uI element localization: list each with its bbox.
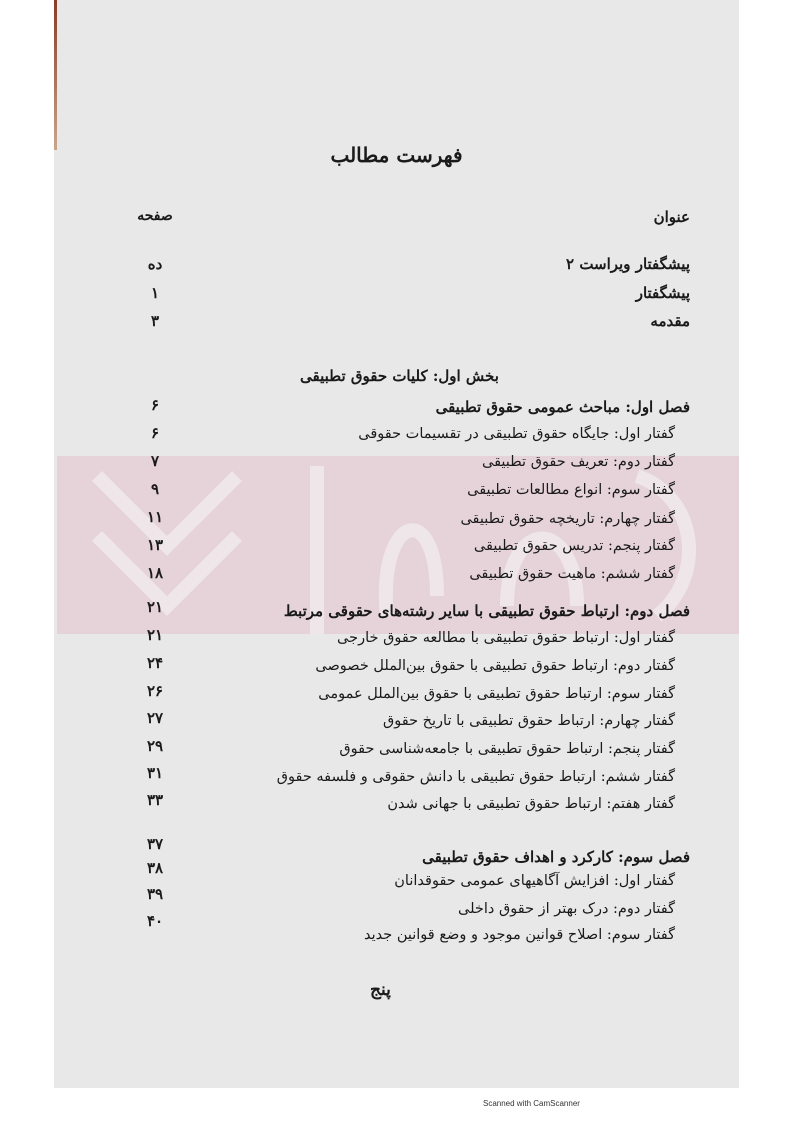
- toc-page: ۲۹: [146, 737, 164, 755]
- toc-item: گفتار ششم: ماهیت حقوق تطبیقی: [469, 566, 675, 582]
- page-title: فهرست مطالب: [330, 143, 463, 167]
- toc-item: گفتار اول: ارتباط حقوق تطبیقی با مطالعه حقوق خارجی: [337, 630, 675, 646]
- scanner-note: Scanned with CamScanner: [483, 1099, 580, 1108]
- toc-page: ۱۸: [146, 564, 164, 582]
- toc-item: گفتار اول: جایگاه حقوق تطبیقی در تقسیمات حقوقی: [358, 426, 675, 442]
- toc-page: ۳۷: [146, 835, 164, 853]
- toc-entry: پیشگفتار ویراست ۲: [566, 255, 690, 273]
- toc-page: ده: [147, 255, 163, 273]
- page-edge: [54, 0, 57, 150]
- toc-page: ۶: [150, 424, 160, 442]
- toc-page: ۶: [150, 396, 160, 414]
- toc-page: ۴۰: [146, 912, 164, 930]
- section-heading: بخش اول: کلیات حقوق تطبیقی: [300, 367, 499, 385]
- toc-page: ۱: [150, 284, 160, 302]
- toc-item: گفتار دوم: ارتباط حقوق تطبیقی با حقوق بین‌الملل خصوصی: [315, 658, 675, 674]
- toc-entry: مقدمه: [650, 312, 690, 330]
- toc-item: گفتار دوم: درک بهتر از حقوق داخلی: [458, 901, 675, 917]
- column-header-title: عنوان: [653, 208, 690, 226]
- toc-page: ۳۸: [146, 859, 164, 877]
- toc-item: گفتار هفتم: ارتباط حقوق تطبیقی با جهانی شدن: [387, 796, 675, 812]
- chapter-heading: فصل دوم: ارتباط حقوق تطبیقی با سایر رشته‌های حقوقی مرتبط: [283, 602, 690, 620]
- chapter-heading: فصل اول: مباحث عمومی حقوق تطبیقی: [435, 398, 690, 416]
- toc-item: گفتار چهارم: تاریخچه حقوق تطبیقی: [460, 511, 675, 527]
- toc-page: ۱۱: [146, 508, 164, 526]
- chapter-heading: فصل سوم: کارکرد و اهداف حقوق تطبیقی: [422, 848, 690, 866]
- column-header-page: صفحه: [137, 208, 173, 224]
- toc-page: ۹: [150, 480, 160, 498]
- toc-page: ۳: [150, 312, 160, 330]
- toc-page: ۷: [150, 452, 160, 470]
- toc-page: ۱۳: [146, 536, 164, 554]
- toc-page: ۲۷: [146, 709, 164, 727]
- toc-page: ۲۶: [146, 682, 164, 700]
- toc-page: ۲۱: [146, 598, 164, 616]
- toc-page: ۳۳: [146, 791, 164, 809]
- toc-entry: پیشگفتار: [635, 284, 690, 302]
- toc-page: ۲۱: [146, 626, 164, 644]
- toc-page: ۳۱: [146, 764, 164, 782]
- toc-item: گفتار چهارم: ارتباط حقوق تطبیقی با تاریخ حقوق: [383, 713, 675, 729]
- toc-item: گفتار ششم: ارتباط حقوق تطبیقی با دانش حقوقی و فلسفه حقوق: [276, 769, 675, 785]
- page-number: پنج: [370, 980, 391, 1000]
- toc-item: گفتار اول: افزایش آگاهیهای عمومی حقوقدانان: [394, 873, 675, 889]
- toc-item: گفتار پنجم: ارتباط حقوق تطبیقی با جامعه‌شناسی حقوق: [339, 741, 675, 757]
- toc-item: گفتار پنجم: تدریس حقوق تطبیقی: [473, 538, 675, 554]
- toc-page: ۲۴: [146, 654, 164, 672]
- toc-item: گفتار دوم: تعریف حقوق تطبیقی: [481, 454, 675, 470]
- toc-item: گفتار سوم: اصلاح قوانین موجود و وضع قوانین جدید: [364, 927, 675, 943]
- toc-item: گفتار سوم: انواع مطالعات تطبیقی: [467, 482, 675, 498]
- toc-item: گفتار سوم: ارتباط حقوق تطبیقی با حقوق بین‌الملل عمومی: [318, 686, 675, 702]
- toc-page: ۳۹: [146, 885, 164, 903]
